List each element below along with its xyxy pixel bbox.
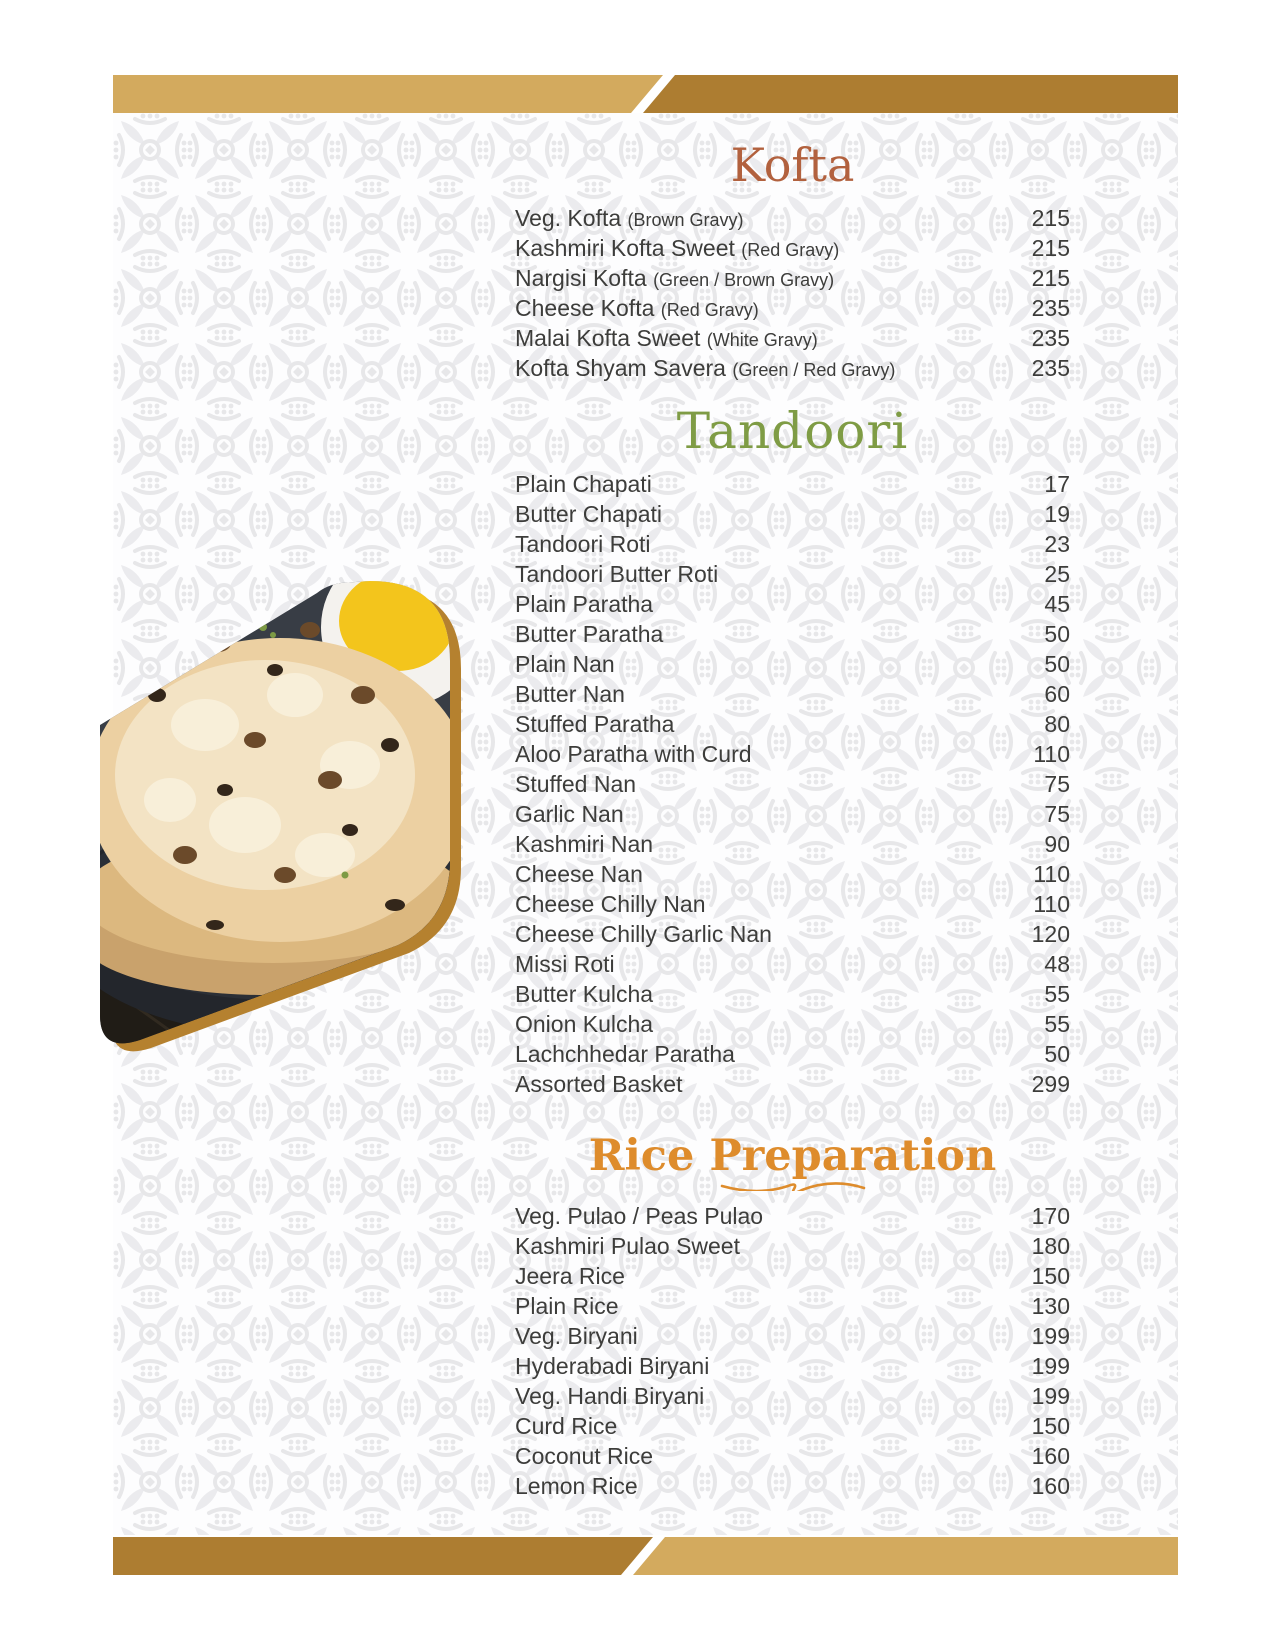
- item-price: 55: [1044, 980, 1070, 1007]
- menu-item: [515, 1231, 1070, 1261]
- menu-item: [515, 1261, 1070, 1291]
- item-note: (Red Gravy): [660, 299, 759, 320]
- item-name: Assorted Basket: [515, 1070, 683, 1097]
- item-price: 75: [1044, 770, 1070, 797]
- menu-item: [515, 1381, 1070, 1411]
- item-price: 50: [1044, 620, 1070, 647]
- item-price: 110: [1033, 860, 1070, 887]
- menu-item: [515, 1201, 1070, 1231]
- menu-item: [515, 1351, 1070, 1381]
- section-rice: [515, 1131, 1070, 1501]
- item-price: 23: [1044, 530, 1070, 557]
- menu-item: [515, 1471, 1070, 1501]
- menu-item: [515, 589, 1070, 619]
- item-name: Veg. Kofta (Brown Gravy): [515, 204, 744, 231]
- item-name: Veg. Handi Biryani: [515, 1382, 705, 1409]
- food-photo: [95, 575, 467, 1063]
- top-accent-bar: [113, 75, 1178, 113]
- menu-content-area: [113, 75, 1178, 1575]
- menu-item: [515, 353, 1070, 383]
- section-title-rice: Rice Preparation: [515, 1135, 1070, 1191]
- item-price: 120: [1031, 920, 1070, 947]
- menu-column: [515, 135, 1070, 1501]
- item-name: Kashmiri Nan: [515, 830, 654, 857]
- menu-item: [515, 323, 1070, 353]
- item-note: (White Gravy): [706, 329, 818, 350]
- menu-item: [515, 919, 1070, 949]
- section-title-kofta: Kofta: [730, 138, 855, 192]
- section-items: [515, 203, 1070, 383]
- item-price: 180: [1031, 1232, 1070, 1259]
- menu-item: [515, 1069, 1070, 1099]
- item-name: Coconut Rice: [515, 1442, 654, 1469]
- item-price: 299: [1031, 1070, 1070, 1097]
- menu-item: [515, 1321, 1070, 1351]
- item-price: 60: [1044, 680, 1070, 707]
- section-kofta: [515, 135, 1070, 383]
- item-price: 199: [1031, 1382, 1070, 1409]
- menu-item: [515, 709, 1070, 739]
- item-name: Tandoori Roti: [515, 530, 651, 557]
- item-price: 130: [1031, 1292, 1070, 1319]
- item-name: Curd Rice: [515, 1412, 618, 1439]
- item-price: 75: [1044, 800, 1070, 827]
- menu-item: [515, 889, 1070, 919]
- menu-item: [515, 529, 1070, 559]
- item-name: Kashmiri Kofta Sweet (Red Gravy): [515, 234, 840, 261]
- item-price: 150: [1031, 1412, 1070, 1439]
- section-tandoori: [515, 399, 1070, 1099]
- item-name: Plain Rice: [515, 1292, 619, 1319]
- item-name: Missi Roti: [515, 950, 615, 977]
- item-price: 110: [1033, 740, 1070, 767]
- menu-item: [515, 1411, 1070, 1441]
- item-name: Cheese Chilly Garlic Nan: [515, 920, 772, 947]
- menu-item: [515, 769, 1070, 799]
- item-name: Aloo Paratha with Curd: [515, 740, 752, 767]
- item-price: 17: [1044, 470, 1070, 497]
- bottom-accent-bar: [113, 1537, 1178, 1575]
- item-name: Veg. Biryani: [515, 1322, 638, 1349]
- item-name: Butter Chapati: [515, 500, 663, 527]
- item-name: Butter Nan: [515, 680, 625, 707]
- item-price: 50: [1044, 1040, 1070, 1067]
- menu-item: [515, 979, 1070, 1009]
- menu-item: [515, 1291, 1070, 1321]
- menu-item: [515, 469, 1070, 499]
- item-note: (Green / Red Gravy): [732, 359, 896, 380]
- item-name: Plain Nan: [515, 650, 615, 677]
- item-price: 215: [1031, 204, 1070, 231]
- item-name: Cheese Nan: [515, 860, 643, 887]
- menu-item: [515, 499, 1070, 529]
- item-note: (Red Gravy): [741, 239, 840, 260]
- item-note: (Brown Gravy): [627, 209, 744, 230]
- menu-item: [515, 203, 1070, 233]
- item-name: Nargisi Kofta (Green / Brown Gravy): [515, 264, 835, 291]
- section-title-tandoori: Tandoori: [676, 402, 909, 460]
- item-name: Stuffed Paratha: [515, 710, 675, 737]
- item-name: Jeera Rice: [515, 1262, 625, 1289]
- menu-item: [515, 649, 1070, 679]
- menu-item: [515, 1441, 1070, 1471]
- item-price: 55: [1044, 1010, 1070, 1037]
- title-flourish-icon: [718, 1180, 868, 1191]
- item-name: Butter Kulcha: [515, 980, 654, 1007]
- item-price: 25: [1044, 560, 1070, 587]
- menu-item: [515, 799, 1070, 829]
- item-name: Kofta Shyam Savera (Green / Red Gravy): [515, 354, 896, 381]
- item-name: Butter Paratha: [515, 620, 664, 647]
- menu-item: [515, 1039, 1070, 1069]
- menu-item: [515, 859, 1070, 889]
- menu-item: [515, 293, 1070, 323]
- item-price: 215: [1031, 234, 1070, 261]
- menu-item: [515, 619, 1070, 649]
- item-name: Lachchhedar Paratha: [515, 1040, 735, 1067]
- item-price: 160: [1031, 1442, 1070, 1469]
- item-name: Malai Kofta Sweet (White Gravy): [515, 324, 818, 351]
- item-price: 170: [1031, 1202, 1070, 1229]
- item-name: Plain Chapati: [515, 470, 652, 497]
- item-price: 235: [1031, 354, 1070, 381]
- section-items: [515, 469, 1070, 1099]
- item-name: Cheese Kofta (Red Gravy): [515, 294, 759, 321]
- item-price: 160: [1031, 1472, 1070, 1499]
- item-name: Tandoori Butter Roti: [515, 560, 719, 587]
- item-name: Stuffed Nan: [515, 770, 637, 797]
- menu-item: [515, 559, 1070, 589]
- item-price: 199: [1031, 1352, 1070, 1379]
- item-price: 48: [1044, 950, 1070, 977]
- item-name: Lemon Rice: [515, 1472, 638, 1499]
- menu-item: [515, 263, 1070, 293]
- item-name: Kashmiri Pulao Sweet: [515, 1232, 740, 1259]
- item-name: Cheese Chilly Nan: [515, 890, 706, 917]
- section-items: [515, 1201, 1070, 1501]
- item-name: Garlic Nan: [515, 800, 624, 827]
- menu-item: [515, 829, 1070, 859]
- item-note: (Green / Brown Gravy): [653, 269, 835, 290]
- item-price: 19: [1044, 500, 1070, 527]
- item-name: Veg. Pulao / Peas Pulao: [515, 1202, 764, 1229]
- item-price: 199: [1031, 1322, 1070, 1349]
- menu-item: [515, 233, 1070, 263]
- menu-item: [515, 949, 1070, 979]
- item-price: 80: [1044, 710, 1070, 737]
- item-price: 110: [1033, 890, 1070, 917]
- item-price: 90: [1044, 830, 1070, 857]
- menu-item: [515, 1009, 1070, 1039]
- item-price: 215: [1031, 264, 1070, 291]
- menu-item: [515, 739, 1070, 769]
- item-name: Plain Paratha: [515, 590, 654, 617]
- menu-item: [515, 679, 1070, 709]
- item-name: Hyderabadi Biryani: [515, 1352, 710, 1379]
- item-price: 235: [1031, 294, 1070, 321]
- item-name: Onion Kulcha: [515, 1010, 654, 1037]
- item-price: 150: [1031, 1262, 1070, 1289]
- item-price: 235: [1031, 324, 1070, 351]
- item-price: 45: [1044, 590, 1070, 617]
- item-price: 50: [1044, 650, 1070, 677]
